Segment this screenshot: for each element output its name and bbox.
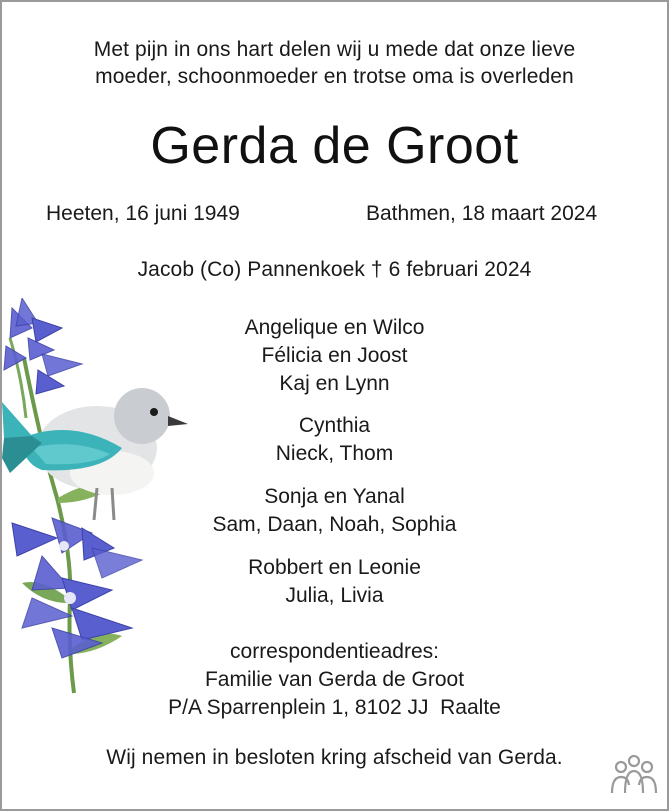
family-line: Félicia en Joost bbox=[261, 344, 408, 367]
birth-place-date: Heeten, 16 juni 1949 bbox=[46, 202, 240, 225]
partner-line: Jacob (Co) Pannenkoek † 6 februari 2024 bbox=[137, 258, 532, 281]
family-line: Sonja en Yanal bbox=[264, 485, 405, 508]
family-line: Angelique en Wilco bbox=[244, 316, 425, 339]
family-group-1 bbox=[152, 314, 517, 398]
family-group-4 bbox=[152, 554, 517, 610]
intro-line-1: Met pijn in ons hart delen wij u mede dat onze lieve bbox=[93, 38, 576, 61]
family-line: Nieck, Thom bbox=[275, 442, 394, 465]
intro-text bbox=[2, 36, 667, 90]
correspondence-street: P/A Sparrenplein 1, 8102 JJ Raalte bbox=[168, 696, 501, 719]
correspondence-address bbox=[102, 638, 567, 722]
family-line: Kaj en Lynn bbox=[279, 372, 390, 395]
correspondence-name: Familie van Gerda de Groot bbox=[204, 668, 465, 691]
family-line: Robbert en Leonie bbox=[248, 556, 421, 579]
family-line: Cynthia bbox=[298, 414, 371, 437]
family-group-3 bbox=[152, 483, 517, 539]
correspondence-heading: correspondentieadres: bbox=[230, 640, 439, 663]
people-group-icon bbox=[607, 753, 661, 799]
family-line: Sam, Daan, Noah, Sophia bbox=[212, 513, 457, 536]
death-place-date: Bathmen, 18 maart 2024 bbox=[366, 202, 598, 225]
intro-line-2: moeder, schoonmoeder en trotse oma is overleden bbox=[95, 65, 574, 88]
closing-text: Wij nemen in besloten kring afscheid van Gerda. bbox=[106, 746, 563, 769]
family-group-2 bbox=[152, 412, 517, 468]
deceased-name: Gerda de Groot bbox=[150, 117, 519, 175]
family-line: Julia, Livia bbox=[285, 584, 384, 607]
